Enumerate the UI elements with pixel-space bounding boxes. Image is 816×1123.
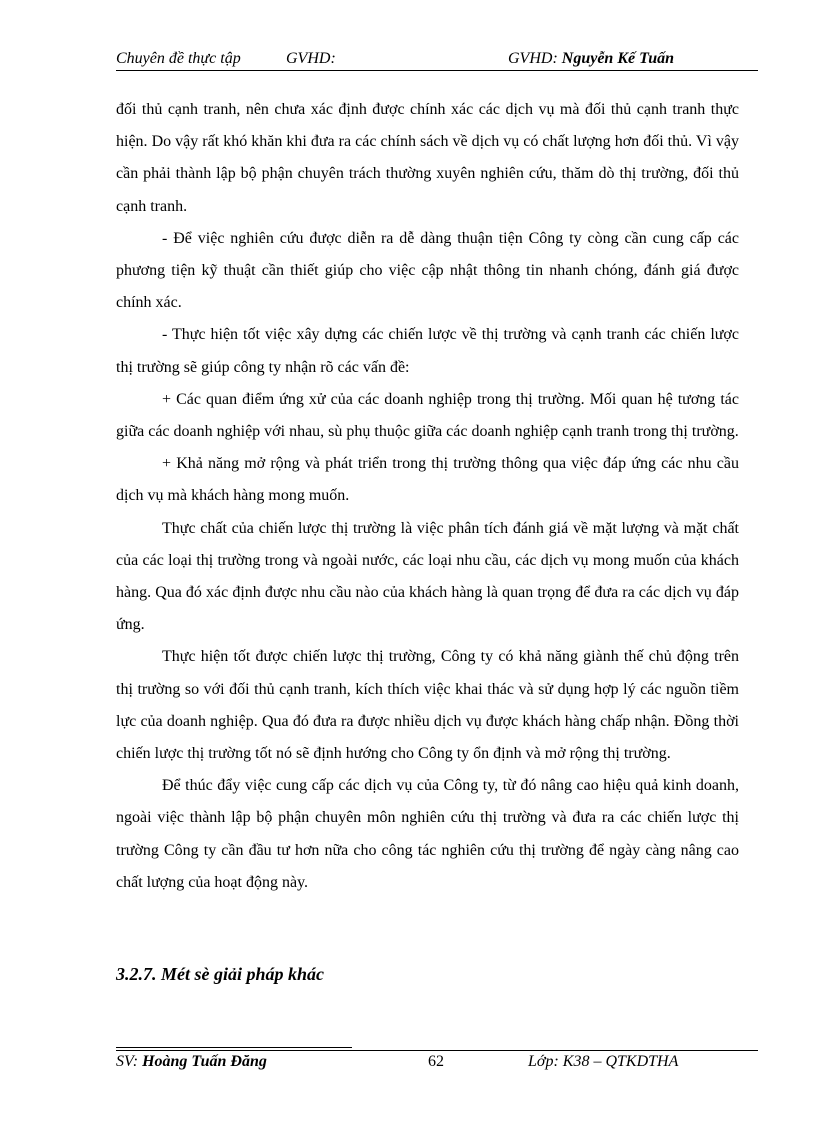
body-text	[116, 94, 739, 899]
paragraph: + Các quan điểm ứng xử của các doanh nghiệp trong thị trường. Mối quan hệ tương tác giữa các doanh nghiệp với nhau, sù phụ thuộc giữa các doanh nghiệp cạnh tranh trong thị trường.	[116, 390, 739, 441]
header-supervisor-label: GVHD:	[286, 50, 336, 67]
page-number: 62	[428, 1053, 444, 1070]
paragraph: đối thủ cạnh tranh, nên chưa xác định được chính xác các dịch vụ mà đối thủ cạnh tranh thực hiện. Do vậy rất khó khăn khi đưa ra các chính sách về dịch vụ có chất lượng hơn đối thủ. Vì vậy cần phải thành lập bộ phận chuyên trách thường xuyên nghiên cứu, thăm dò thị trường, đối thủ cạnh tranh.	[116, 101, 739, 215]
paragraph: Để thúc đẩy việc cung cấp các dịch vụ của Công ty, từ đó nâng cao hiệu quả kinh doanh, ngoài việc thành lập bộ phận chuyên môn nghiên cứu thị trường và đưa ra các chiến lược thị trường Công ty cần đầu tư hơn nữa cho công tác nghiên cứu thị trường để ngày càng nâng cao chất lượng của hoạt động này.	[116, 777, 739, 891]
footer-class: Lớp: K38 – QTKDTHA	[528, 1053, 679, 1070]
paragraph: - Để việc nghiên cứu được diễn ra dễ dàng thuận tiện Công ty còng cần cung cấp các phương tiện kỹ thuật cần thiết giúp cho việc cập nhật thông tin nhanh chóng, đánh giá được chính xác.	[116, 229, 739, 312]
paragraph: Thực chất của chiến lược thị trường là việc phân tích đánh giá về mặt lượng và mặt chất của các loại thị trường trong và ngoài nước, các loại nhu cầu, các dịch vụ mong muốn của khách hàng. Qua đó xác định được nhu cầu nào của khách hàng là quan trọng để đưa ra các dịch vụ đáp ứng.	[116, 519, 739, 634]
header-supervisor-prefix: GVHD:	[508, 50, 562, 67]
footer-rule-short	[116, 1047, 352, 1048]
section-heading: 3.2.7. Mét sè giải pháp khác	[116, 964, 325, 984]
footer-student-name: Hoàng Tuấn Đăng	[142, 1053, 267, 1070]
header-rule	[116, 70, 758, 71]
page-header	[116, 48, 758, 70]
footer-student	[116, 1053, 267, 1071]
footer-rule	[116, 1050, 758, 1051]
header-supervisor-name: Nguyễn Kế Tuấn	[561, 50, 675, 67]
paragraph: Thực hiện tốt được chiến lược thị trường, Công ty có khả năng giành thế chủ động trên thị trường so với đối thủ cạnh tranh, kích thích việc khai thác và sử dụng hợp lý các nguồn tiềm lực của doanh nghiệp. Qua đó đưa ra được nhiều dịch vụ được khách hàng chấp nhận. Đồng thời chiến lược thị trường tốt nó sẽ định hướng cho Công ty ổn định và mở rộng thị trường.	[116, 648, 739, 763]
paragraph: - Thực hiện tốt việc xây dựng các chiến lược về thị trường và cạnh tranh các chiến lược thị trường sẽ giúp công ty nhận rõ các vấn đề:	[116, 326, 739, 376]
header-supervisor	[508, 50, 674, 68]
footer-student-prefix: SV:	[116, 1053, 143, 1070]
header-course-title: Chuyên đề thực tập	[116, 50, 241, 67]
paragraph: + Khả năng mở rộng và phát triển trong thị trường thông qua việc đáp ứng các nhu cầu dịch vụ mà khách hàng mong muốn.	[116, 455, 739, 505]
